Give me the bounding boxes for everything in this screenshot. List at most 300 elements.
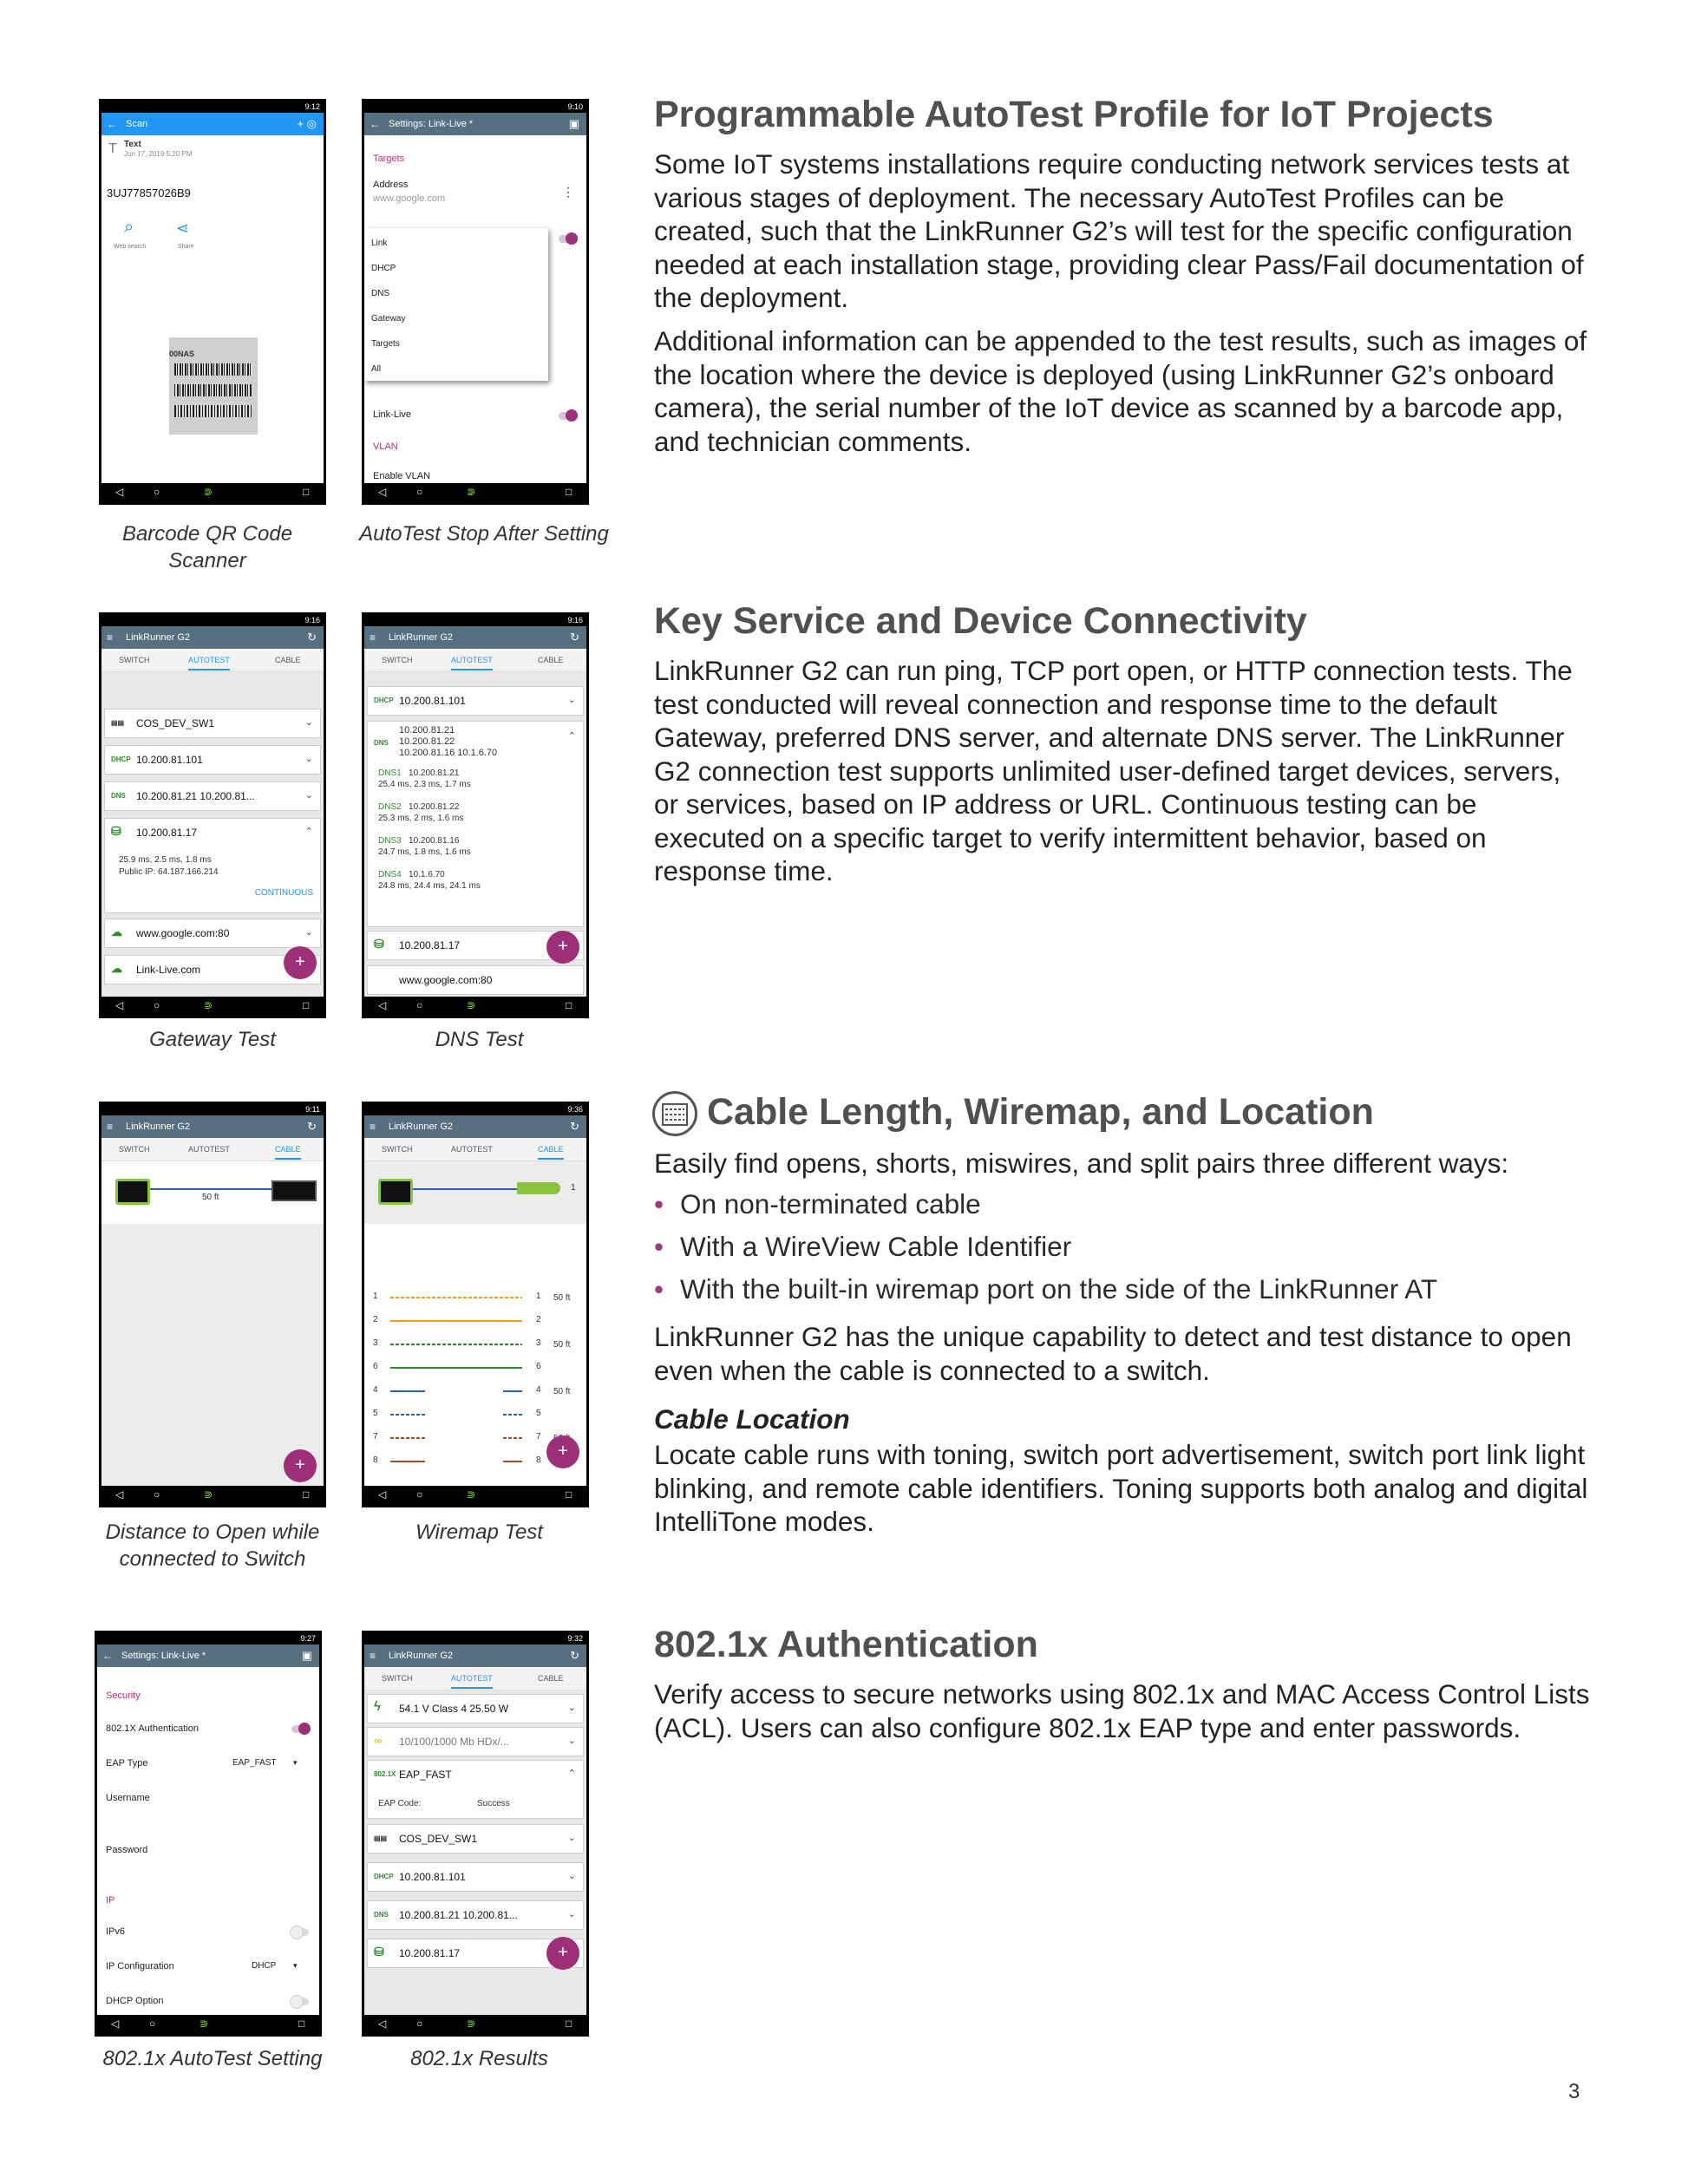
home-nav-icon[interactable]: ○	[416, 486, 423, 498]
caption-gateway: Gateway Test	[149, 1028, 276, 1051]
cable-location-subhead: Cable Location	[654, 1403, 850, 1435]
tab-autotest[interactable]: AUTOTEST	[451, 1145, 493, 1154]
wire-pair	[390, 1344, 522, 1345]
toggle[interactable]	[559, 235, 576, 243]
section-title-cable: Cable Length, Wiremap, and Location	[707, 1091, 1374, 1133]
caption-line: connected to Switch	[119, 1547, 306, 1571]
tab-bar	[364, 1138, 586, 1161]
chevron-down-icon[interactable]: ⌄	[567, 1909, 576, 1919]
cloud-icon: ☁	[111, 925, 122, 938]
wire-pair	[390, 1320, 522, 1322]
back-nav-icon[interactable]: ◁	[378, 1488, 387, 1501]
chevron-down-icon[interactable]: ⌄	[567, 1833, 576, 1843]
menu-icon[interactable]: ≡	[107, 631, 114, 644]
chevron-up-icon[interactable]: ⌃	[567, 731, 576, 742]
ipv6-toggle[interactable]	[291, 1928, 309, 1936]
nav-bar	[364, 1486, 586, 1505]
security-header: Security	[106, 1690, 141, 1701]
dns-ip: 10.200.81.16 10.1.6.70	[399, 748, 498, 758]
gateway-card[interactable]	[104, 818, 321, 913]
back-nav-icon[interactable]: ◁	[378, 486, 387, 498]
pin-label-right: 1	[536, 1291, 541, 1301]
menu-item[interactable]: Gateway	[371, 314, 406, 324]
chevron-down-icon[interactable]: ⌄	[304, 717, 313, 728]
tab-bar	[364, 649, 586, 672]
dns-entry-ip: 10.200.81.21	[409, 768, 460, 778]
target-card[interactable]	[367, 965, 584, 995]
toolbar-title: Settings: Link-Live *	[121, 1651, 206, 1661]
wire-pair	[503, 1461, 522, 1462]
screenshot-barcode-scanner	[99, 99, 326, 505]
toolbar	[364, 1645, 586, 1667]
app-nav-icon[interactable]: ⋑	[467, 999, 476, 1011]
pin-label-right: 7	[536, 1432, 541, 1442]
caption-wiremap: Wiremap Test	[415, 1520, 543, 1544]
tab-autotest[interactable]: AUTOTEST	[451, 656, 493, 670]
wire-pair	[390, 1297, 522, 1298]
scan-item-title: Text	[124, 140, 141, 149]
caption-dns: DNS Test	[435, 1028, 524, 1051]
add-button[interactable]: +	[284, 946, 317, 979]
target-url: www.google.com:80	[399, 974, 493, 986]
tester-icon	[378, 1179, 413, 1205]
dns-name: DNS2	[378, 802, 402, 812]
recents-nav-icon[interactable]: □	[303, 1488, 310, 1501]
cable-bullet: • With the built-in wiremap port on the side of the LinkRunner AT	[654, 1268, 1437, 1311]
app-nav-icon[interactable]: ⋑	[204, 1488, 213, 1501]
menu-item[interactable]: All	[371, 364, 382, 374]
switch-name: COS_DEV_SW1	[399, 1833, 478, 1845]
app-nav-icon[interactable]: ⋑	[204, 486, 213, 498]
dns-stats: 25.3 ms, 2 ms, 1.6 ms	[378, 814, 464, 823]
add-icon[interactable]: + ◎	[297, 117, 317, 130]
section-title-auth: 802.1x Authentication	[654, 1624, 1038, 1665]
dns-name: DNS3	[378, 836, 402, 846]
cable-intro: Easily find opens, shorts, miswires, and split pairs three different ways:	[654, 1148, 1509, 1179]
ip-config-label: IP Configuration	[106, 1961, 174, 1971]
status-bar: 9:16	[364, 615, 586, 626]
tab-cable[interactable]: CABLE	[275, 656, 301, 664]
status-bar: 9:36	[364, 1104, 586, 1115]
auth-toggle[interactable]	[291, 1725, 309, 1733]
toolbar	[101, 626, 324, 649]
nav-bar	[101, 997, 324, 1016]
screenshot-wiremap-test	[362, 1102, 589, 1507]
home-nav-icon[interactable]: ○	[416, 1488, 423, 1501]
cable-bullet: • With a WireView Cable Identifier	[654, 1226, 1437, 1268]
link-live-label: Link-Live	[373, 409, 412, 420]
wire-pair	[390, 1390, 425, 1392]
chevron-down-icon[interactable]: ⌄	[567, 695, 576, 705]
address-label: Address	[373, 180, 409, 190]
switch-card[interactable]	[367, 1824, 584, 1854]
back-nav-icon[interactable]: ◁	[111, 2017, 120, 2030]
chevron-down-icon[interactable]: ⌄	[304, 754, 313, 764]
pin-label-right: 2	[536, 1315, 541, 1324]
barcode-photo	[169, 337, 258, 435]
auth-paragraph: Verify access to secure networks using 802.1x and MAC Access Control Lists (ACL). Users can also configure 802.1x EAP type and enter passwords.	[654, 1678, 1590, 1743]
cable-paragraph-2: LinkRunner G2 has the unique capability to detect and test distance to open even when the cable is connected to a switch.	[654, 1321, 1572, 1386]
switch-icon	[272, 1180, 317, 1201]
wire-pair	[390, 1437, 425, 1439]
back-nav-icon[interactable]: ◁	[115, 1488, 124, 1501]
nav-bar	[364, 997, 586, 1016]
tab-bar	[364, 1667, 586, 1690]
back-icon[interactable]: ←	[107, 118, 117, 130]
gateway-ip: 10.200.81.17	[399, 1947, 461, 1959]
pin-label-left: 8	[373, 1455, 378, 1465]
back-nav-icon[interactable]: ◁	[115, 486, 124, 498]
status-bar: 9:27	[97, 1633, 319, 1645]
toolbar	[97, 1645, 319, 1667]
targets-header: Targets	[373, 154, 405, 164]
caption-distance	[87, 1519, 338, 1573]
dhcp-card[interactable]	[367, 686, 584, 716]
cloud-upload-icon: ☁	[111, 962, 122, 975]
tab-bar	[101, 649, 324, 672]
dhcp-card[interactable]	[367, 1862, 584, 1892]
recents-nav-icon[interactable]: □	[298, 2017, 305, 2030]
stop-after-menu	[364, 228, 548, 381]
switch-card[interactable]	[104, 709, 321, 738]
scanned-code: 3UJ77857026B9	[107, 186, 191, 199]
web-search-label: Web search	[114, 244, 147, 250]
dhcp-card[interactable]	[104, 745, 321, 775]
dns-entry-ip: 10.1.6.70	[409, 870, 445, 879]
gateway-icon: ⛁	[374, 937, 384, 951]
link-icon: ∞	[374, 1734, 383, 1747]
app-nav-icon[interactable]: ⋑	[467, 2017, 476, 2030]
chevron-up-icon[interactable]: ⌃	[567, 1769, 576, 1779]
back-nav-icon[interactable]: ◁	[378, 2017, 387, 2030]
dns-card-expanded[interactable]	[367, 721, 584, 927]
toolbar	[364, 113, 586, 135]
recents-nav-icon[interactable]: □	[566, 486, 572, 498]
menu-item[interactable]: Targets	[371, 339, 400, 349]
add-button[interactable]: +	[284, 1449, 317, 1482]
enable-vlan-label: Enable VLAN	[373, 471, 431, 481]
eap-code-value: Success	[477, 1799, 510, 1808]
dhcp-ip: 10.200.81.101	[136, 754, 203, 766]
target-url: www.google.com:80	[136, 927, 230, 939]
wireview-icon	[517, 1182, 560, 1194]
eap-type-label: EAP Type	[106, 1758, 148, 1769]
tab-cable[interactable]: CABLE	[275, 1145, 301, 1160]
barcode-label: 00NAS	[169, 350, 195, 358]
recents-nav-icon[interactable]: □	[303, 999, 310, 1011]
auth-label: 802.1X Authentication	[106, 1723, 200, 1734]
tab-switch[interactable]: SWITCH	[119, 1145, 150, 1154]
recents-nav-icon[interactable]: □	[303, 486, 310, 498]
menu-icon[interactable]: ≡	[370, 1650, 376, 1662]
dns-card[interactable]	[104, 781, 321, 811]
page-number: 3	[1568, 2080, 1580, 2103]
share-icon[interactable]: ⋖	[176, 219, 190, 237]
pin-label-left: 3	[373, 1338, 378, 1348]
more-icon[interactable]: ⋮	[562, 185, 574, 199]
dropdown-icon[interactable]: ▾	[293, 1758, 298, 1767]
username-field[interactable]: Username	[106, 1793, 150, 1803]
screenshot-dns-test	[362, 612, 589, 1018]
caption-auth-setting: 802.1x AutoTest Setting	[102, 2047, 323, 2070]
chevron-down-icon[interactable]: ⌄	[567, 1871, 576, 1881]
eap-code-label: EAP Code:	[378, 1799, 422, 1808]
link-live-toggle[interactable]	[559, 412, 576, 420]
dns-icon: DNS	[374, 739, 389, 747]
section-title-iot: Programmable AutoTest Profile for IoT Projects	[654, 94, 1494, 135]
text-type-icon: T	[108, 141, 117, 156]
continuous-button[interactable]: CONTINUOUS	[254, 888, 313, 898]
toolbar	[101, 113, 324, 135]
status-bar: 9:16	[101, 615, 324, 626]
tab-switch[interactable]: SWITCH	[382, 1145, 413, 1154]
eap-type-select[interactable]: EAP_FAST	[232, 1758, 277, 1768]
tab-switch[interactable]: SWITCH	[382, 656, 413, 664]
pin-label-left: 7	[373, 1432, 378, 1442]
scan-item-date: Jun 17, 2019 5:20 PM	[124, 150, 193, 158]
recents-nav-icon[interactable]: □	[566, 1488, 572, 1501]
caption-scanner: Barcode QR Code Scanner	[121, 522, 293, 572]
toolbar-title: LinkRunner G2	[126, 1121, 190, 1132]
wireview-id: 1	[571, 1183, 576, 1193]
status-bar: 9:10	[364, 101, 586, 113]
dns-entry-ip: 10.200.81.22	[409, 802, 460, 812]
refresh-icon[interactable]: ↻	[570, 631, 579, 644]
ip-config-select[interactable]: DHCP	[252, 1961, 277, 1971]
dropdown-icon[interactable]: ▾	[293, 1961, 298, 1970]
link-speed: 10/100/1000 Mb HDx/...	[399, 1736, 509, 1748]
gateway-ip: 10.200.81.17	[136, 827, 198, 839]
dhcp-option-label: DHCP Option	[106, 1996, 164, 2006]
cable-diagram	[364, 1161, 586, 1224]
address-value: www.google.com	[373, 193, 446, 204]
dns-ip: 10.200.81.21	[399, 725, 455, 736]
app-nav-icon[interactable]: ⋑	[467, 1488, 476, 1501]
refresh-icon[interactable]: ↻	[307, 631, 317, 644]
cable-icon	[652, 1091, 697, 1136]
dns-name: DNS1	[378, 768, 402, 778]
tab-cable[interactable]: CABLE	[538, 656, 564, 664]
share-label: Share	[178, 244, 194, 250]
wire-pair	[390, 1461, 425, 1462]
home-nav-icon[interactable]: ○	[149, 2017, 156, 2030]
tab-autotest[interactable]: AUTOTEST	[188, 656, 230, 670]
wire-pair	[390, 1414, 425, 1416]
pair-length: 50 ft	[553, 1387, 571, 1396]
eap-card[interactable]	[367, 1760, 584, 1819]
wire-pair	[503, 1390, 522, 1392]
dhcp-icon: DHCP	[374, 1873, 394, 1880]
status-bar: 9:32	[364, 1633, 586, 1645]
tab-switch[interactable]: SWITCH	[382, 1674, 413, 1683]
dns-stats: 25.4 ms, 2.3 ms, 1.7 ms	[378, 780, 471, 789]
pin-label-right: 8	[536, 1455, 541, 1465]
dns-stats: 24.7 ms, 1.8 ms, 1.6 ms	[378, 847, 471, 857]
refresh-icon[interactable]: ↻	[307, 1120, 317, 1133]
cable-length: 50 ft	[202, 1193, 219, 1202]
dns-name: DNS4	[378, 870, 402, 879]
connectivity-paragraph: LinkRunner G2 can run ping, TCP port open, or HTTP connection tests. The test conducted will reveal connection and response time to the default Gateway, preferred DNS server, and alternate DNS server. The LinkRunner G2 connection test supports unlimited user-defined target devices, servers, or services, based on IP address or URL. Continuous testing can be executed on a specific target to verify intermittent behavior, based on response time.	[654, 655, 1573, 886]
recents-nav-icon[interactable]: □	[566, 2017, 572, 2030]
back-nav-icon[interactable]: ◁	[115, 999, 124, 1011]
dns-stats: 24.8 ms, 24.4 ms, 24.1 ms	[378, 881, 481, 891]
toolbar-title: LinkRunner G2	[126, 632, 190, 643]
screenshot-8021x-setting	[95, 1631, 322, 2037]
ip-header: IP	[106, 1895, 115, 1906]
caption-line: Distance to Open while	[105, 1520, 320, 1544]
chevron-down-icon[interactable]: ⌄	[304, 927, 313, 938]
cable-bullet: • On non-terminated cable	[654, 1183, 1437, 1226]
menu-item[interactable]: DHCP	[371, 264, 396, 273]
tester-icon	[115, 1179, 150, 1205]
home-nav-icon[interactable]: ○	[416, 2017, 423, 2030]
tab-bar	[101, 1138, 324, 1161]
gateway-icon: ⛁	[111, 824, 121, 838]
poe-card[interactable]	[367, 1694, 584, 1723]
dns-ips: 10.200.81.21 10.200.81...	[136, 790, 255, 802]
menu-item[interactable]: DNS	[371, 289, 390, 298]
wire-pair	[503, 1437, 522, 1439]
switch-icon: ▤▤	[111, 719, 125, 727]
pin-label-left: 6	[373, 1362, 378, 1371]
wire-pair	[503, 1414, 522, 1416]
gateway-stats: 25.9 ms, 2.5 ms, 1.8 ms	[119, 855, 212, 865]
caption-auth-results: 802.1x Results	[410, 2047, 548, 2070]
save-icon[interactable]: ▣	[568, 117, 579, 130]
chevron-down-icon[interactable]: ⌄	[567, 1736, 576, 1746]
menu-icon[interactable]: ≡	[370, 631, 376, 644]
dns-ips: 10.200.81.21 10.200.81...	[399, 1909, 518, 1921]
vlan-header: VLAN	[373, 441, 398, 452]
poe-values: 54.1 V Class 4 25.50 W	[399, 1703, 509, 1715]
save-icon[interactable]: ▣	[301, 1649, 312, 1662]
add-button[interactable]: +	[546, 1435, 579, 1468]
wire-pair	[390, 1367, 522, 1369]
menu-item[interactable]: Link	[371, 239, 388, 248]
add-button[interactable]: +	[546, 931, 579, 964]
nav-bar	[101, 483, 324, 502]
screenshot-distance-to-open	[99, 1102, 326, 1507]
link-live-url: Link-Live.com	[136, 964, 201, 976]
link-card[interactable]	[367, 1727, 584, 1756]
dhcp-icon: DHCP	[111, 755, 131, 763]
dhcp-icon: DHCP	[374, 696, 394, 704]
nav-bar	[97, 2015, 319, 2034]
app-nav-icon[interactable]: ⋑	[204, 999, 213, 1011]
password-field[interactable]: Password	[106, 1845, 148, 1855]
tab-cable[interactable]: CABLE	[538, 1674, 564, 1683]
cable-line	[150, 1188, 272, 1190]
gateway-ip: 10.200.81.17	[399, 939, 461, 951]
nav-bar	[364, 483, 586, 502]
screenshot-gateway-test	[99, 612, 326, 1018]
iot-paragraph-2: Additional information can be appended to the test results, such as images of the location where the device is deployed (using LinkRunner G2’s onboard camera), the serial number of the IoT device as scanned by a barcode app, and technician comments.	[654, 325, 1587, 457]
back-nav-icon[interactable]: ◁	[378, 999, 387, 1011]
toolbar-title: LinkRunner G2	[389, 1651, 453, 1661]
section-title-connectivity: Key Service and Device Connectivity	[654, 600, 1307, 642]
nav-bar	[364, 2015, 586, 2034]
menu-icon[interactable]: ≡	[370, 1121, 376, 1133]
status-bar: 9:11	[101, 1104, 324, 1115]
chevron-down-icon[interactable]: ⌄	[304, 790, 313, 801]
tab-cable[interactable]: CABLE	[538, 1145, 564, 1160]
app-nav-icon[interactable]: ⋑	[467, 486, 476, 498]
pin-label-right: 5	[536, 1409, 541, 1418]
pair-length: 50 ft	[553, 1340, 571, 1350]
pin-label-left: 2	[373, 1315, 378, 1324]
recents-nav-icon[interactable]: □	[566, 999, 572, 1011]
chevron-down-icon[interactable]: ⌄	[567, 1703, 576, 1713]
caption-stop-after: AutoTest Stop After Setting	[359, 522, 609, 546]
tab-autotest[interactable]: AUTOTEST	[188, 1145, 230, 1154]
cable-paragraph-3: Locate cable runs with toning, switch port advertisement, switch port link light blinking, and remote cable identifiers. Toning supports both analog and digital IntelliTone modes.	[654, 1439, 1588, 1537]
dhcp-option-toggle[interactable]	[291, 1998, 309, 2005]
pin-label-right: 4	[536, 1385, 541, 1395]
cable-bullet-list	[654, 1183, 1437, 1311]
toolbar	[364, 1115, 586, 1138]
toolbar	[101, 1115, 324, 1138]
public-ip: Public IP: 64.187.166.214	[119, 867, 219, 877]
home-nav-icon[interactable]: ○	[416, 999, 423, 1011]
switch-name: COS_DEV_SW1	[136, 717, 215, 729]
target-card[interactable]	[104, 919, 321, 948]
status-bar: 9:12	[101, 101, 324, 113]
toolbar-title: LinkRunner G2	[389, 1121, 453, 1132]
switch-icon: ▤▤	[374, 1834, 388, 1842]
search-icon[interactable]: ⌕	[124, 218, 134, 237]
back-icon[interactable]: ←	[102, 1650, 113, 1662]
toolbar-title: Scan	[126, 119, 148, 129]
toolbar-title: Settings: Link-Live *	[389, 119, 474, 129]
tab-autotest[interactable]: AUTOTEST	[451, 1674, 493, 1689]
add-button[interactable]: +	[546, 1937, 579, 1970]
dns-ip: 10.200.81.22	[399, 736, 455, 747]
toolbar-title: LinkRunner G2	[389, 632, 453, 643]
dns-entry-ip: 10.200.81.16	[409, 836, 460, 846]
chevron-up-icon[interactable]: ⌃	[304, 827, 313, 837]
eap-type: EAP_FAST	[399, 1769, 452, 1781]
refresh-icon[interactable]: ↻	[570, 1120, 579, 1133]
home-nav-icon[interactable]: ○	[154, 486, 160, 498]
app-nav-icon[interactable]: ⋑	[200, 2017, 209, 2030]
barcode	[174, 384, 252, 396]
home-nav-icon[interactable]: ○	[154, 1488, 160, 1501]
refresh-icon[interactable]: ↻	[570, 1649, 579, 1662]
ipv6-label: IPv6	[106, 1926, 126, 1937]
tab-switch[interactable]: SWITCH	[119, 656, 150, 664]
pin-label-right: 6	[536, 1362, 541, 1371]
lightning-icon: ϟ	[374, 1699, 381, 1714]
dhcp-ip: 10.200.81.101	[399, 695, 466, 707]
dns-card[interactable]	[367, 1900, 584, 1930]
screenshot-stop-after-setting	[362, 99, 589, 505]
gateway-icon: ⛁	[374, 1945, 384, 1958]
pair-length: 50 ft	[553, 1293, 571, 1303]
home-nav-icon[interactable]: ○	[154, 999, 160, 1011]
barcode	[174, 363, 252, 376]
barcode	[174, 405, 252, 417]
back-icon[interactable]: ←	[370, 118, 380, 130]
8021x-icon: 802.1X	[374, 1770, 396, 1778]
dns-icon: DNS	[111, 792, 126, 800]
dhcp-ip: 10.200.81.101	[399, 1871, 466, 1883]
menu-icon[interactable]: ≡	[107, 1121, 114, 1133]
pin-label-left: 5	[373, 1409, 378, 1418]
cable-line	[413, 1188, 517, 1190]
cable-diagram	[101, 1161, 324, 1224]
pin-label-left: 4	[373, 1385, 378, 1395]
iot-paragraph-1: Some IoT systems installations require conducting network services tests at various stages of deployment. The necessary AutoTest Profiles can be created, such that the LinkRunner G2’s will test for the specific configuration needed at each installation stage, providing clear Pass/Fail documentation of the deployment.	[654, 148, 1584, 313]
